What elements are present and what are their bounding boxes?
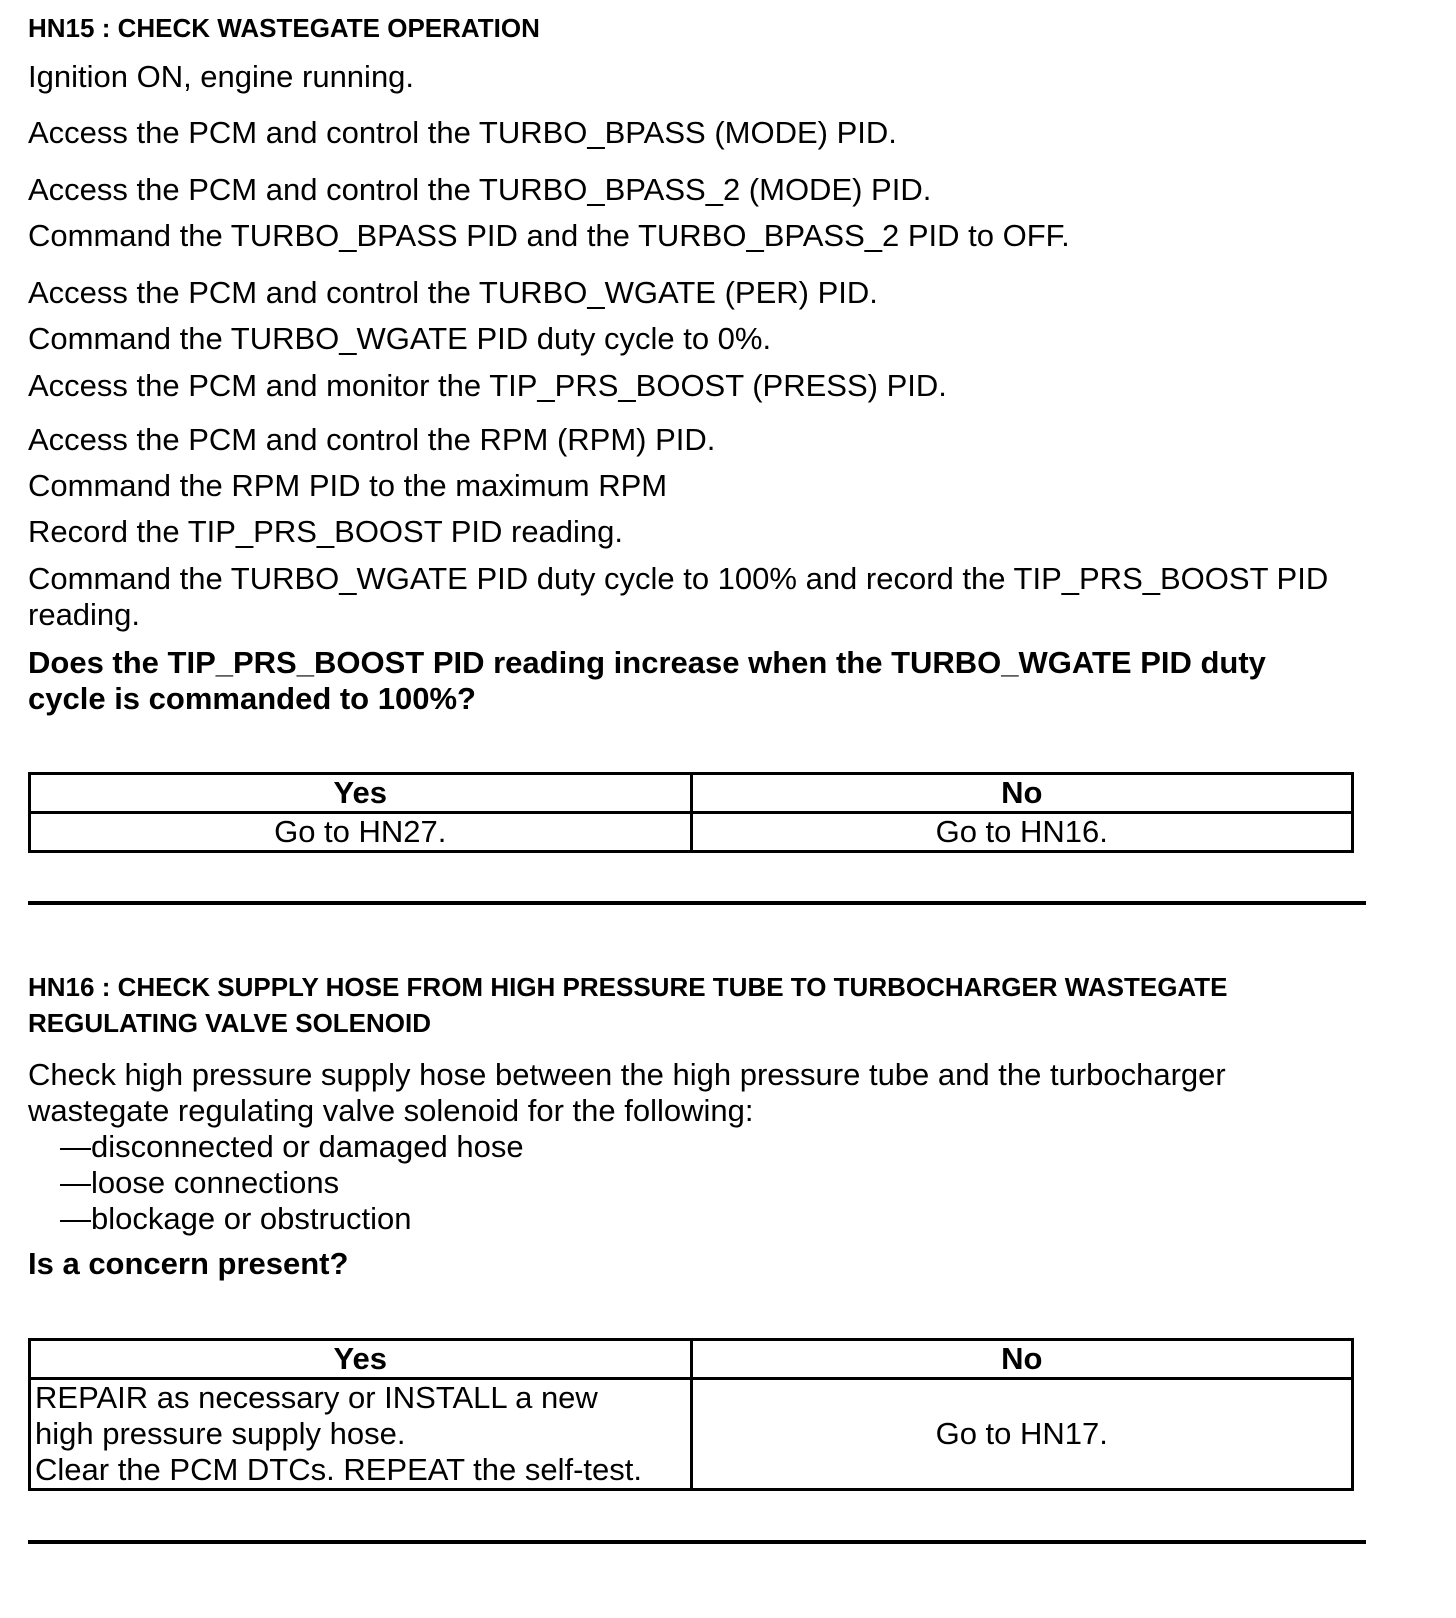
no-header: No bbox=[691, 1340, 1353, 1379]
yes-header: Yes bbox=[30, 774, 692, 813]
table-row bbox=[30, 1379, 1353, 1490]
hn15-line-0-block bbox=[28, 59, 1418, 95]
no-header: No bbox=[691, 774, 1353, 813]
hn16-question-block bbox=[28, 1246, 1418, 1282]
hn16-heading: HN16 : CHECK SUPPLY HOSE FROM HIGH PRESSURE TUBE TO TURBOCHARGER WASTEGATE bbox=[28, 972, 1228, 1002]
hn15-line-6-block bbox=[28, 368, 1418, 404]
list-item: —blockage or obstruction bbox=[60, 1201, 412, 1236]
yes-cell bbox=[30, 1379, 692, 1490]
hn15-instruction-line: Access the PCM and control the TURBO_WGATE (PER) PID. bbox=[28, 275, 878, 310]
hn15-instruction-line: Access the PCM and control the TURBO_BPASS (MODE) PID. bbox=[28, 115, 897, 150]
hn15-question-block bbox=[28, 645, 1348, 717]
hn15-heading: HN15 : CHECK WASTEGATE OPERATION bbox=[28, 13, 540, 43]
hn15-line-2-block bbox=[28, 172, 1418, 208]
hn15-question: Does the TIP_PRS_BOOST PID reading increase when the TURBO_WGATE PID duty cycle is commanded to 100%? bbox=[28, 645, 1266, 716]
hn15-instruction-line: Access the PCM and control the TURBO_BPASS_2 (MODE) PID. bbox=[28, 172, 932, 207]
no-cell: Go to HN16. bbox=[691, 813, 1353, 852]
hn16-heading-continued: REGULATING VALVE SOLENOID bbox=[28, 1008, 432, 1038]
hn16-step bbox=[28, 969, 1418, 1041]
hn15-line-7-block bbox=[28, 422, 1418, 458]
hn15-line-3-block bbox=[28, 218, 1418, 254]
hn15-line-5-block bbox=[28, 321, 1418, 357]
hn15-instruction-line: Command the TURBO_WGATE PID duty cycle to 100% and record the TIP_PRS_BOOST PID reading. bbox=[28, 561, 1329, 632]
yes-header: Yes bbox=[30, 1340, 692, 1379]
hn15-line-8-block bbox=[28, 468, 1418, 504]
list-item: —disconnected or damaged hose bbox=[60, 1129, 524, 1164]
hn15-result-table bbox=[28, 772, 1354, 853]
hn15-instruction-line: Record the TIP_PRS_BOOST PID reading. bbox=[28, 514, 624, 549]
hn15-instruction-line: Access the PCM and control the RPM (RPM) PID. bbox=[28, 422, 716, 457]
hn15-instruction-line: Command the TURBO_WGATE PID duty cycle to 0%. bbox=[28, 321, 772, 356]
hn15-instruction-line: Command the TURBO_BPASS PID and the TURBO_BPASS_2 PID to OFF. bbox=[28, 218, 1070, 253]
yes-cell: Go to HN27. bbox=[30, 813, 692, 852]
section-divider bbox=[28, 901, 1366, 905]
hn15-line-9-block bbox=[28, 514, 1418, 550]
hn16-intro-block bbox=[28, 1057, 1328, 1237]
table-header-row bbox=[30, 1340, 1353, 1379]
table-row bbox=[30, 813, 1353, 852]
yes-cell-line: high pressure supply hose. bbox=[35, 1416, 406, 1451]
hn15-instruction-line: Ignition ON, engine running. bbox=[28, 59, 415, 94]
section-divider-bottom bbox=[28, 1540, 1366, 1544]
hn15-step bbox=[28, 10, 1418, 46]
yes-cell-line: Clear the PCM DTCs. REPEAT the self-test. bbox=[35, 1452, 642, 1487]
no-cell: Go to HN17. bbox=[691, 1379, 1353, 1490]
hn16-result-table bbox=[28, 1338, 1354, 1491]
yes-cell-line: REPAIR as necessary or INSTALL a new bbox=[35, 1380, 598, 1415]
hn16-intro: Check high pressure supply hose between the high pressure tube and the turbocharger wastegate regulating valve solenoid for the following: bbox=[28, 1057, 1226, 1128]
hn15-line-1-block bbox=[28, 115, 1418, 151]
hn15-line-4-block bbox=[28, 275, 1418, 311]
hn15-instruction-line: Command the RPM PID to the maximum RPM bbox=[28, 468, 668, 503]
hn16-question: Is a concern present? bbox=[28, 1246, 349, 1281]
hn15-instruction-line: Access the PCM and monitor the TIP_PRS_BOOST (PRESS) PID. bbox=[28, 368, 947, 403]
hn15-line-10-block bbox=[28, 561, 1348, 633]
list-item: —loose connections bbox=[60, 1165, 340, 1200]
table-header-row bbox=[30, 774, 1353, 813]
